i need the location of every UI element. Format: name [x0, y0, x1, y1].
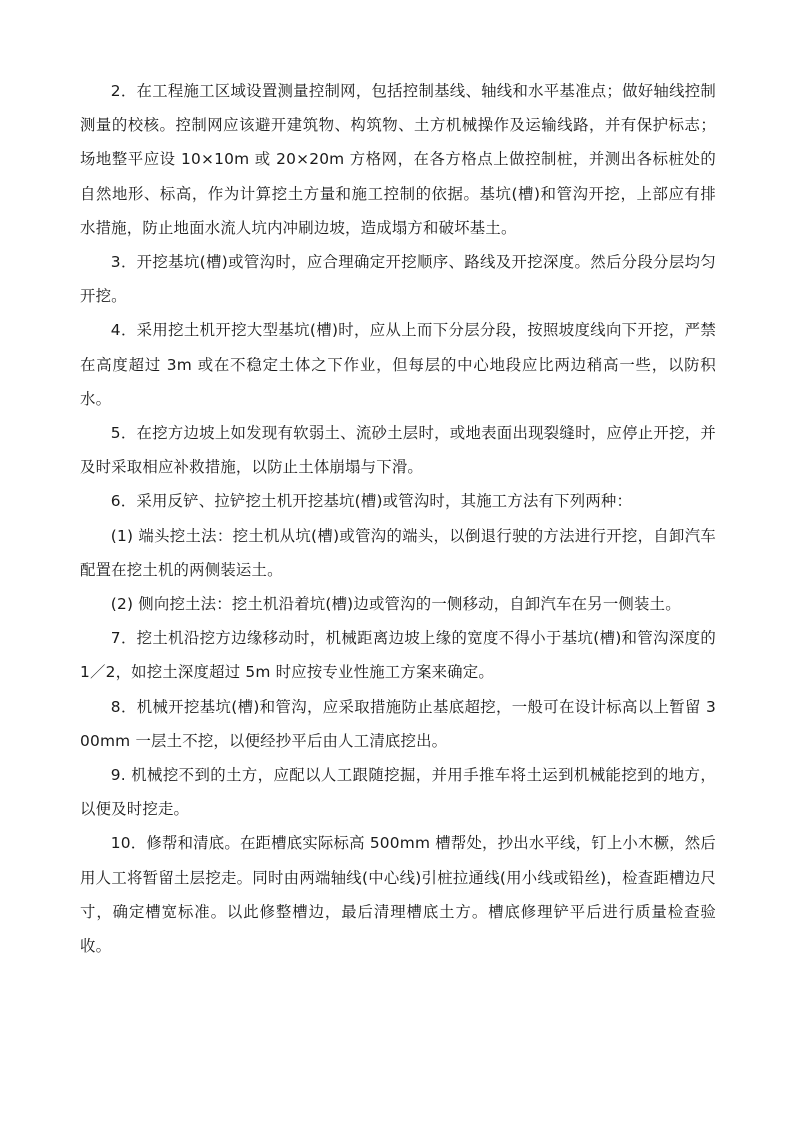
paragraph-subitem-1: (1) 端头挖土法：挖土机从坑(槽)或管沟的端头，以倒退行驶的方法进行开挖，自卸汽车配置在挖土机的两侧装运土。 — [80, 526, 716, 579]
paragraph-item-10: 10．修帮和清底。在距槽底实际标高 500mm 槽帮处，抄出水平线，钉上小木橛，然后用人工将暂留土层挖走。同时由两端轴线(中心线)引桩拉通线(用小线或铅丝)，检查距槽边尺寸，确定槽宽标准。以此修整槽边，最后清理槽底土方。槽底修理铲平后进行质量检查验收。 — [80, 834, 716, 956]
paragraph-item-9: 9. 机械挖不到的土方，应配以人工跟随挖掘，并用手推车将土运到机械能挖到的地方，以便及时挖走。 — [80, 766, 716, 819]
paragraph-item-3: 3．开挖基坑(槽)或管沟时，应合理确定开挖顺序、路线及开挖深度。然后分段分层均匀开挖。 — [80, 253, 716, 306]
paragraph-item-5: 5．在挖方边坡上如发现有软弱土、流砂土层时，或地表面出现裂缝时，应停止开挖，并及时采取相应补救措施，以防止土体崩塌与下滑。 — [80, 424, 716, 477]
paragraph-item-7: 7．挖土机沿挖方边缘移动时，机械距离边坡上缘的宽度不得小于基坑(槽)和管沟深度的 1／2，如挖土深度超过 5m 时应按专业性施工方案来确定。 — [80, 629, 716, 682]
paragraph-item-8: 8．机械开挖基坑(槽)和管沟，应采取措施防止基底超挖，一般可在设计标高以上暂留 300mm 一层土不挖，以便经抄平后由人工清底挖出。 — [80, 697, 716, 750]
paragraph-item-6: 6．采用反铲、拉铲挖土机开挖基坑(槽)或管沟时，其施工方法有下列两种： — [110, 492, 633, 511]
paragraph-item-4: 4．采用挖土机开挖大型基坑(槽)时，应从上而下分层分段，按照坡度线向下开挖，严禁在高度超过 3m 或在不稳定土体之下作业，但每层的中心地段应比两边稍高一些，以防积水。 — [80, 321, 716, 408]
paragraph-item-2: 2．在工程施工区域设置测量控制网，包括控制基线、轴线和水平基准点；做好轴线控制测量的校核。控制网应该避开建筑物、构筑物、土方机械操作及运输线路，并有保护标志；场地整平应设 10×10m 或 20×20m 方格网，在各方格点上做控制桩，并测出各标桩处的自然地形、标高，作为计算挖土方量和施工控制的依据。基坑(槽)和管沟开挖，上部应有排水措施，防止地面水流人坑内冲刷边坡，造成塌方和破坏基土。 — [80, 82, 716, 237]
document-body — [80, 74, 716, 963]
paragraph-subitem-2: (2) 侧向挖土法：挖土机沿着坑(槽)边或管沟的一侧移动，自卸汽车在另一侧装土。 — [110, 595, 681, 614]
